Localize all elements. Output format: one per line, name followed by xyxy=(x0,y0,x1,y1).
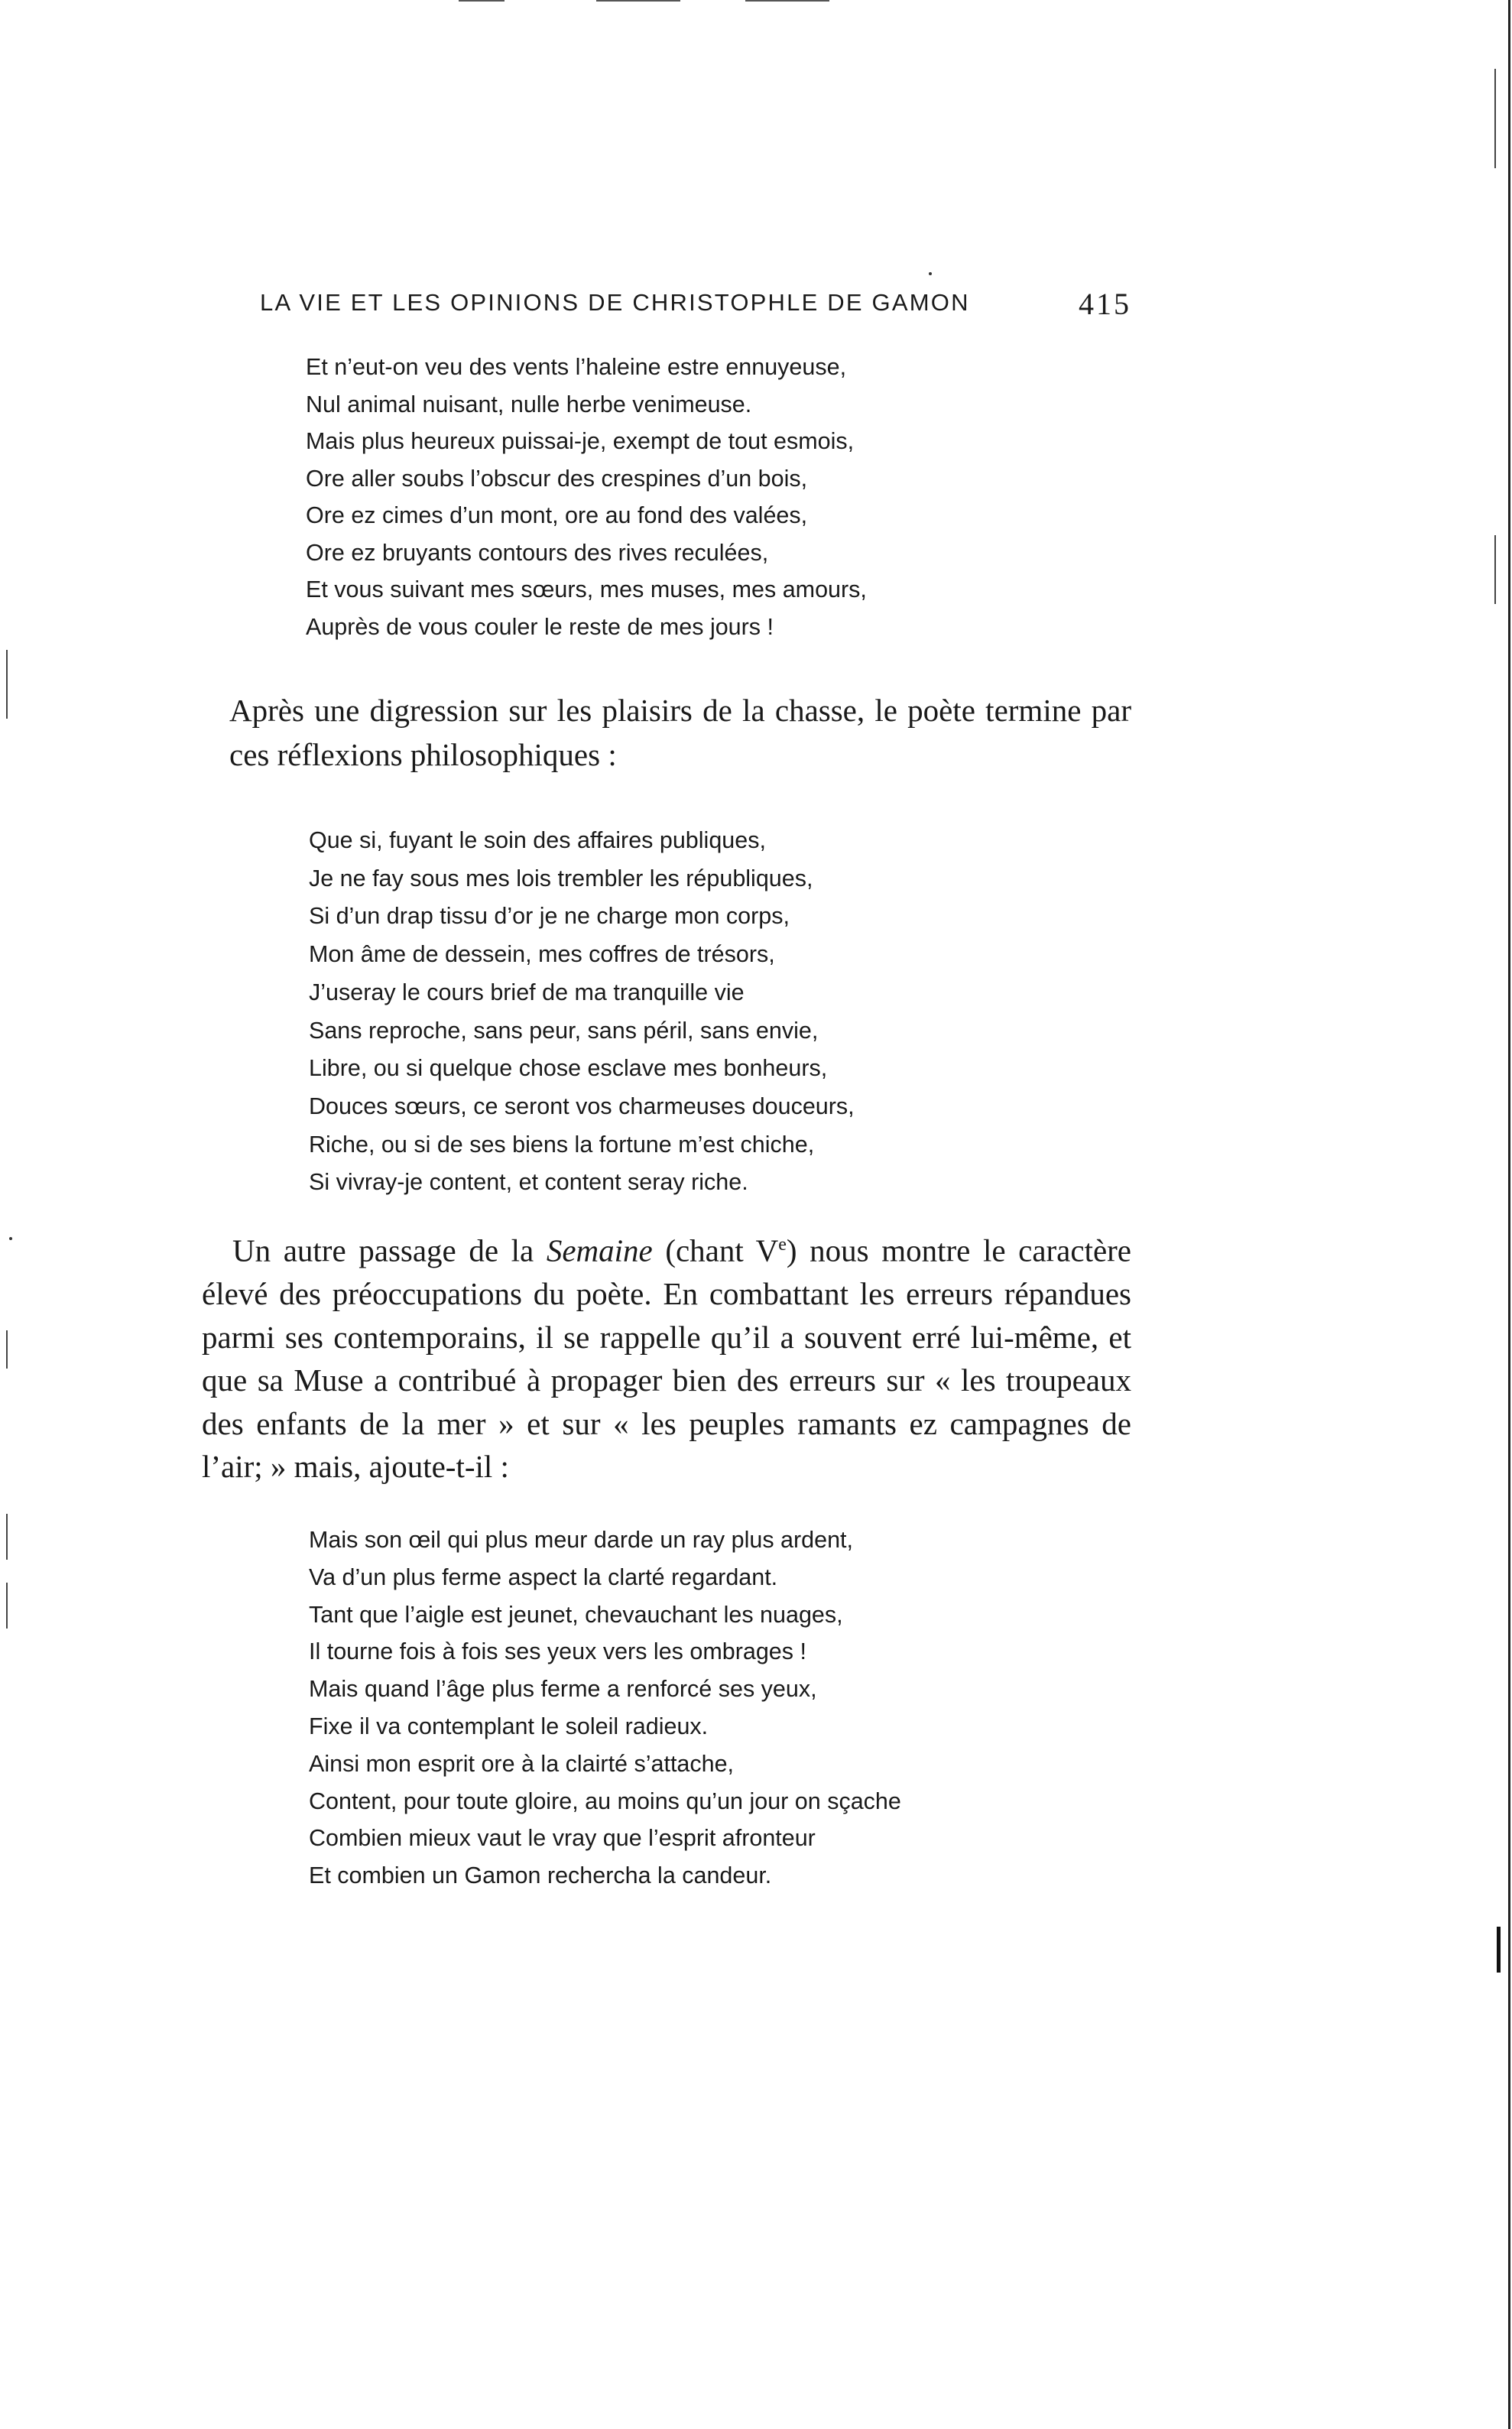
verse-line: Douces sœurs, ce seront vos charmeuses douceurs, xyxy=(309,1093,855,1119)
scan-artifact-edge-line xyxy=(1508,0,1510,2429)
verse-line: J’useray le cours brief de ma tranquille vie xyxy=(309,979,745,1005)
body-paragraph xyxy=(202,1223,1131,1489)
verse-line: Libre, ou si quelque chose esclave mes bonheurs, xyxy=(309,1055,828,1082)
scan-artifact-top-rule xyxy=(596,0,680,2)
body-paragraph: Après une digression sur les plaisirs de la chasse, le poète termine par ces réflexions philosophiques : xyxy=(229,693,1131,772)
verse-line: Riche, ou si de ses biens la fortune m’est chiche, xyxy=(309,1131,815,1158)
verse-line: Combien mieux vaut le vray que l’esprit afronteur xyxy=(309,1825,816,1852)
verse-line: Sans reproche, sans peur, sans péril, sans envie, xyxy=(309,1017,819,1044)
running-head xyxy=(260,289,1131,327)
paragraph-text-rest: ) nous montre le caractère élevé des préoccupations du poète. En combattant les erreurs répandues parmi ses contemporains, il se rappelle qu’il a souvent erré lui-même, et que sa Muse a contribué à propager bien des erreurs sur « les troupeaux des enfants de la mer » et sur « les peuples ramants ez campagnes de l’air; » mais, ajoute-t-il : xyxy=(202,1232,1132,1485)
verse-line: Ore ez cimes d’un mont, ore au fond des valées, xyxy=(306,502,808,528)
verse-line: Que si, fuyant le soin des affaires publiques, xyxy=(309,827,766,853)
verse-line: Si d’un drap tissu d’or je ne charge mon corps, xyxy=(309,903,790,930)
verse-line: Mais son œil qui plus meur darde un ray plus ardent, xyxy=(309,1527,853,1553)
verse-line: Et n’eut-on veu des vents l’haleine estre ennuyeuse, xyxy=(306,354,847,380)
verse-line: Ore ez bruyants contours des rives reculées, xyxy=(306,539,769,566)
verse-line: Ainsi mon esprit ore à la clairté s’attache, xyxy=(309,1750,735,1777)
verse-line: Il tourne fois à fois ses yeux vers les ombrages ! xyxy=(309,1638,806,1665)
scan-artifact-edge-mark xyxy=(1497,1927,1501,1973)
verse-line: Et combien un Gamon recherchа la candeur. xyxy=(309,1862,772,1889)
verse-line: Mais quand l’âge plus ferme a renforcé ses yeux, xyxy=(309,1676,817,1703)
verse-line: Auprès de vous couler le reste de mes jours ! xyxy=(306,613,774,640)
verse-line: Tant que l’aigle est jeunet, chevauchant les nuages, xyxy=(309,1601,843,1628)
scan-artifact-edge-mark xyxy=(1494,535,1496,604)
scan-artifact-top-rule xyxy=(459,0,505,2)
paragraph-text-chant: (chant V xyxy=(652,1232,779,1268)
scan-artifact-speck xyxy=(9,1237,12,1240)
scan-artifact-edge-mark xyxy=(1494,69,1496,168)
page-number: 415 xyxy=(1079,287,1131,321)
scan-artifact-edge-mark xyxy=(6,1514,8,1560)
running-title: LA VIE ET LES OPINIONS DE CHRISTOPHLE DE GAMON xyxy=(260,289,970,316)
superscript: e xyxy=(778,1235,787,1255)
verse-line: Content, pour toute gloire, au moins qu’un jour on sçache xyxy=(309,1788,901,1814)
verse-line: Va d’un plus ferme aspect la clarté regardant. xyxy=(309,1564,778,1590)
work-title: Semaine xyxy=(546,1232,653,1268)
paragraph-text-start: Un autre passage de la xyxy=(232,1232,547,1268)
verse-quotation xyxy=(309,822,855,1202)
verse-line: Fixe il va contemplant le soleil radieux. xyxy=(309,1713,709,1739)
verse-quotation xyxy=(309,1521,901,1895)
verse-line: Nul animal nuisant, nulle herbe venimeuse. xyxy=(306,391,752,417)
scan-artifact-edge-mark xyxy=(6,650,8,719)
scan-artifact-edge-mark xyxy=(6,1330,8,1369)
verse-quotation xyxy=(306,349,867,645)
verse-line: Mais plus heureux puissai-je, exempt de tout esmois, xyxy=(306,428,855,454)
scan-artifact-edge-mark xyxy=(6,1583,8,1629)
verse-line: Je ne fay sous mes lois trembler les républiques, xyxy=(309,865,813,891)
verse-line: Et vous suivant mes sœurs, mes muses, mes amours, xyxy=(306,576,867,602)
scan-artifact-top-rule xyxy=(745,0,829,2)
verse-line: Si vivray-je content, et content seray riche. xyxy=(309,1169,748,1196)
verse-line: Ore aller soubs l’obscur des crespines d’un bois, xyxy=(306,465,808,492)
scan-artifact-speck xyxy=(929,272,932,275)
verse-line: Mon âme de dessein, mes coffres de trésors, xyxy=(309,941,775,968)
